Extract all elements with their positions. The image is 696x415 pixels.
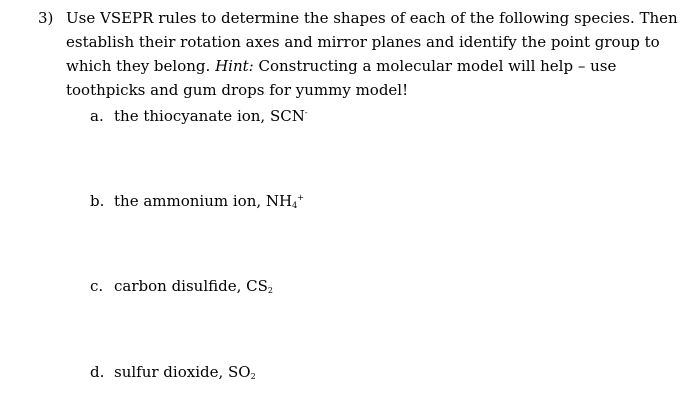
item-d-text: sulfur dioxide, SO (114, 363, 251, 381)
item-b-charge: + (297, 193, 304, 202)
item-c-text: carbon disulfide, CS (114, 277, 268, 295)
item-a-letter: a. (90, 107, 104, 125)
question-line-3 (66, 56, 616, 76)
item-d-subscript: 2 (250, 372, 256, 381)
item-a (90, 106, 308, 126)
item-d (90, 362, 256, 382)
item-a-charge: - (304, 108, 308, 117)
item-b-text: the ammonium ion, NH (114, 192, 293, 210)
item-b-letter: b. (90, 192, 105, 210)
question-number: 3) (38, 9, 54, 27)
hint-text: Constructing a molecular model will help – use (258, 57, 617, 75)
item-c-letter: c. (90, 277, 104, 295)
item-d-letter: d. (90, 363, 105, 381)
question-line-4: toothpicks and gum drops for yummy model! (66, 81, 409, 99)
item-b-subscript: 4 (292, 201, 298, 210)
hint-label: Hint: (215, 57, 254, 75)
question-line-2: establish their rotation axes and mirror planes and identify the point group to (66, 33, 660, 51)
question-line-1: Use VSEPR rules to determine the shapes of each of the following species. Then (66, 9, 678, 27)
item-c-subscript: 2 (267, 286, 273, 295)
item-a-text: the thiocyanate ion, SCN (114, 107, 305, 125)
question-line-3-text: which they belong. (66, 57, 211, 75)
item-c (90, 276, 273, 296)
item-b (90, 191, 304, 211)
